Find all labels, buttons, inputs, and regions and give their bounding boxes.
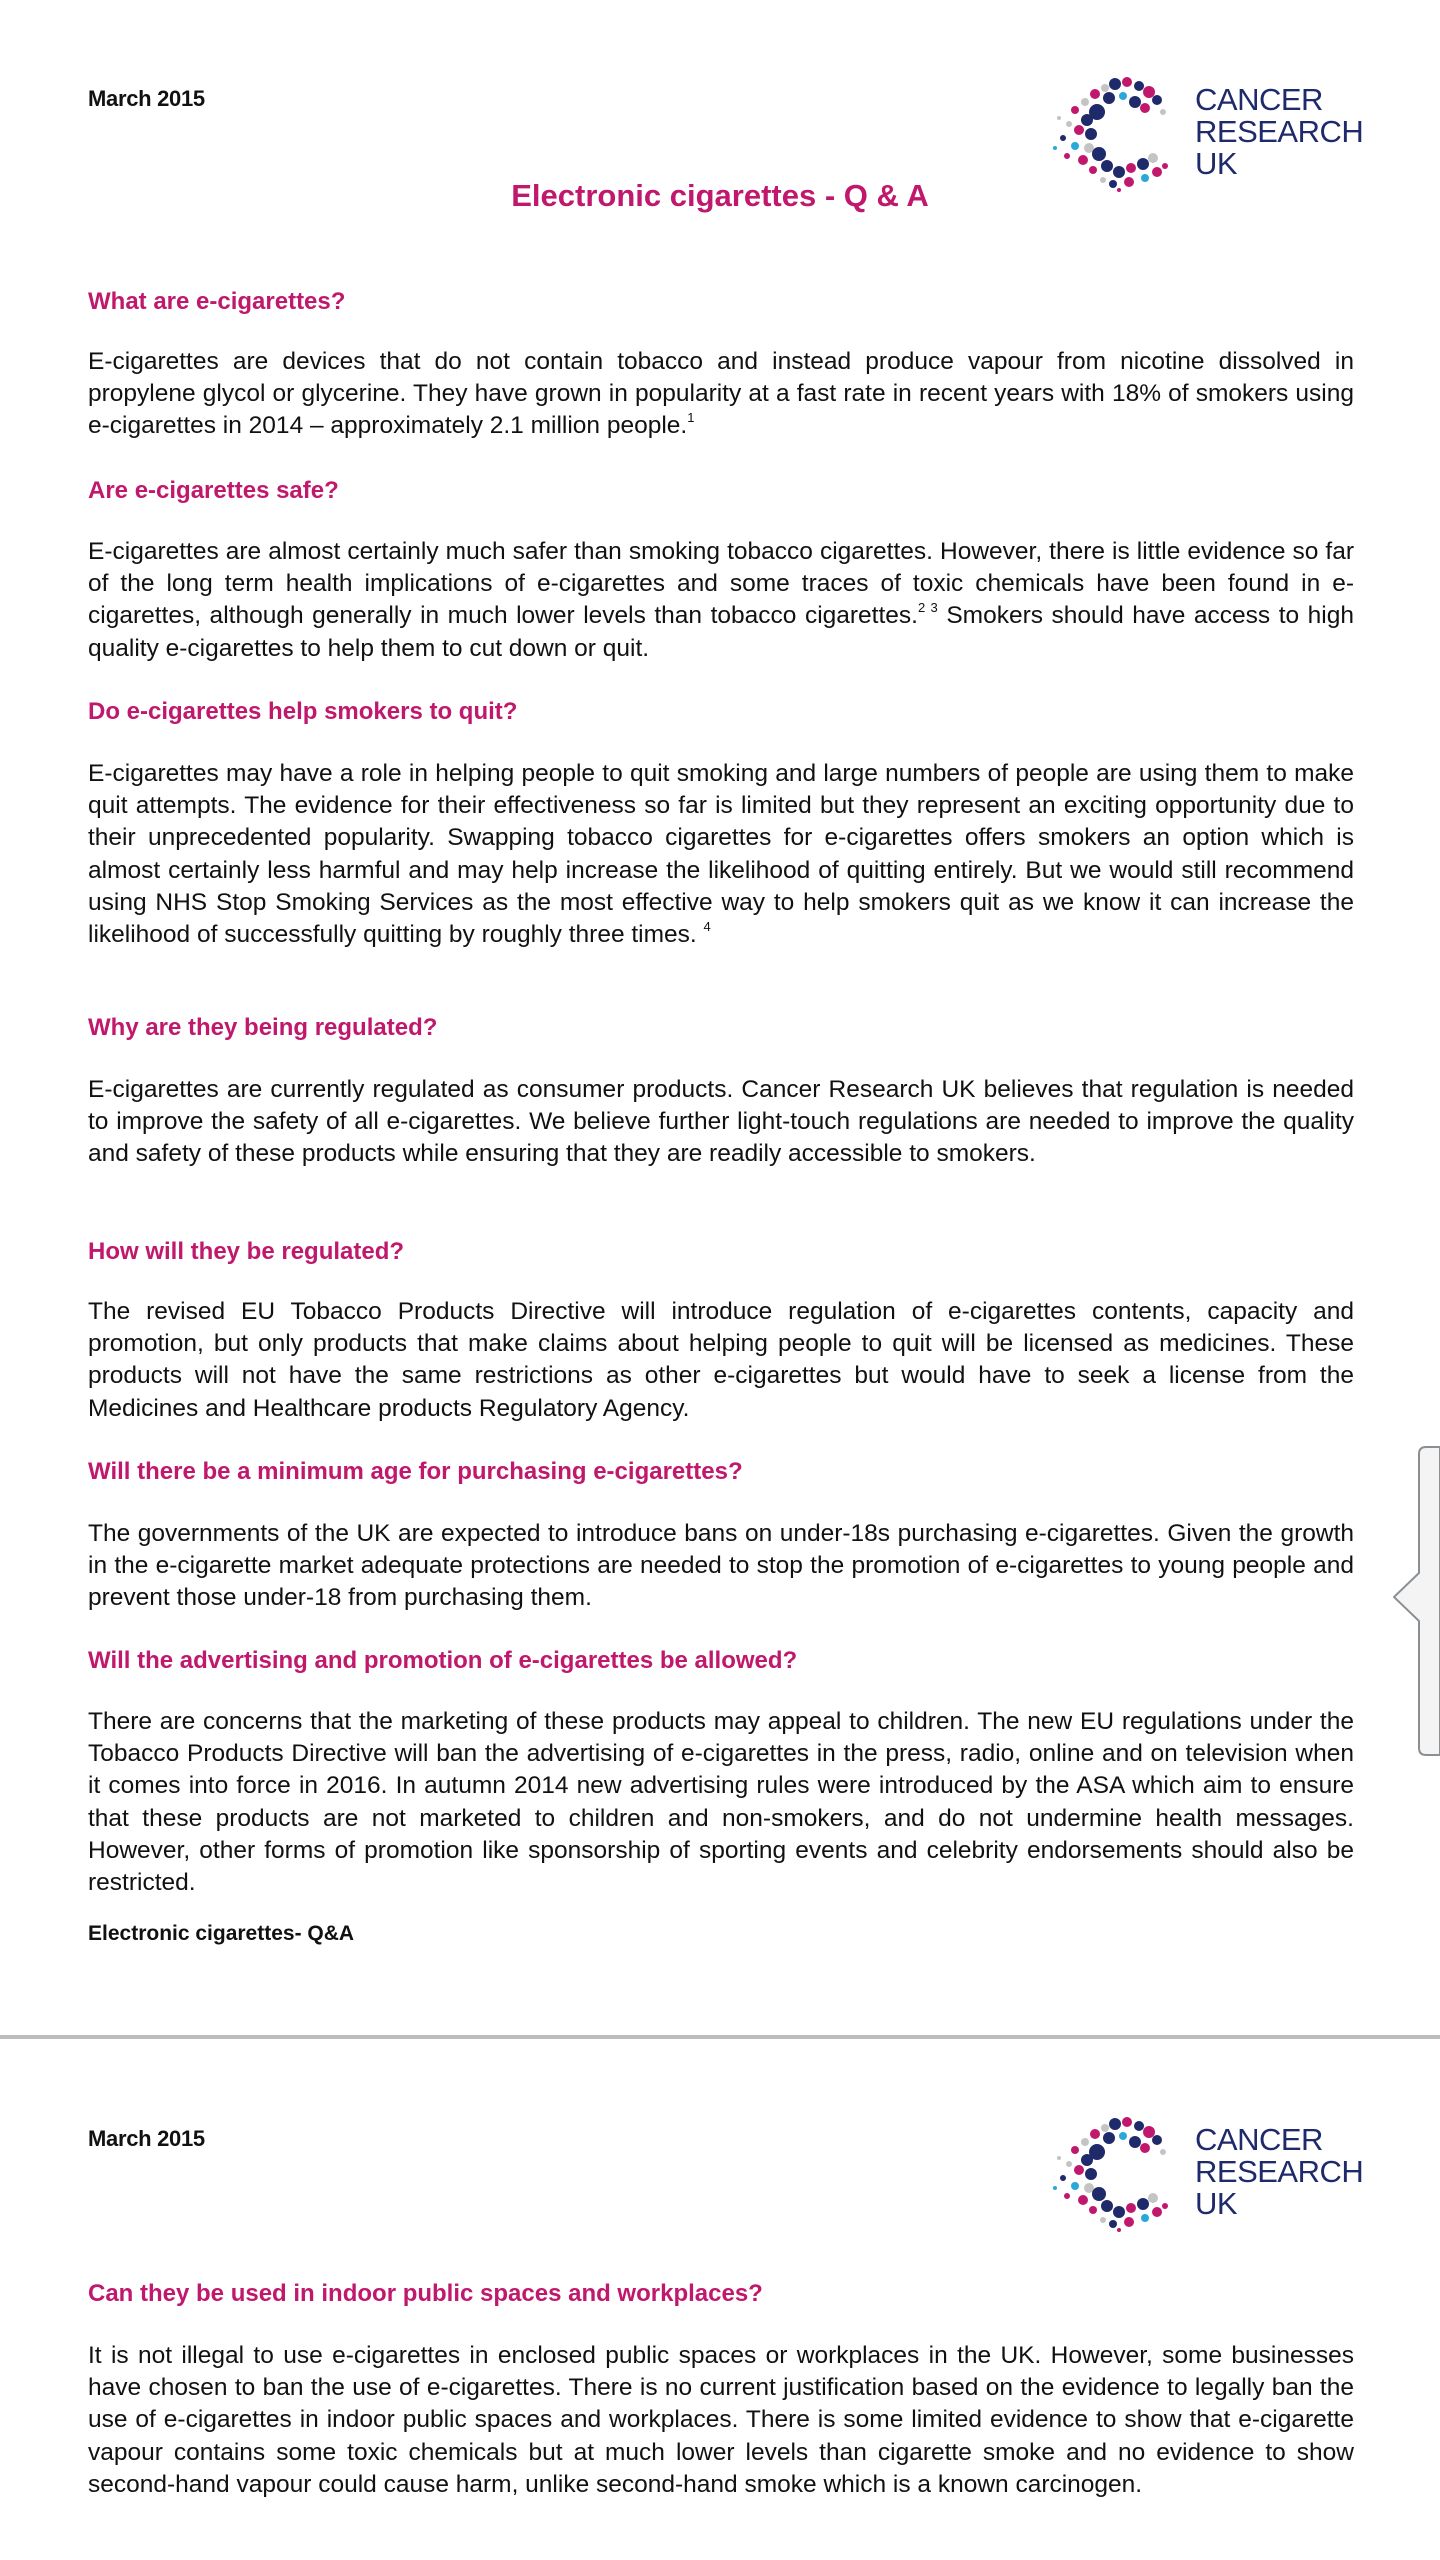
document-date: March 2015 <box>88 86 205 111</box>
section-body: E-cigarettes are almost certainly much safer than smoking tobacco cigarettes. However, there is little evidence so far of the long term health implications of e-cigarettes and some traces of toxic chemicals have been found in e-cigarettes, although generally in much lower levels than tobacco cigarettes.$^{2 3}$ Smokers should have access to high quality e-cigarettes to help them to cut down or quit. <box>88 538 1354 662</box>
footnote-ref: 4 <box>703 919 711 935</box>
section-heading: Are e-cigarettes safe? <box>88 477 339 504</box>
section-heading: How will they be regulated? <box>88 1238 405 1265</box>
page-break-divider <box>0 2035 1440 2039</box>
cancer-research-uk-logo <box>1045 2108 1364 2238</box>
section-heading: Why are they being regulated? <box>88 1014 438 1041</box>
section-heading: Will the advertising and promotion of e-cigarettes be allowed? <box>88 1647 798 1674</box>
logo-wordmark: CANCER RESEARCH UK <box>1195 82 1364 181</box>
section-heading: Can they be used in indoor public spaces and workplaces? <box>88 2280 763 2307</box>
section-body: E-cigarettes are devices that do not contain tobacco and instead produce vapour from nicotine dissolved in propylene glycol or glycerine. They have grown in popularity at a fast rate in recent years with 18% of smokers using e-cigarettes in 2014 – approximately 2.1 million people.$^1$ <box>88 348 1354 440</box>
chevron-left-pull-tab-icon <box>1393 1446 1440 1756</box>
footnote-ref: 1 <box>687 410 695 426</box>
crUK-dots-c-icon <box>1045 2108 1185 2238</box>
section-body: It is not illegal to use e-cigarettes in enclosed public spaces or workplaces in the UK. However, some businesses have chosen to ban the use of e-cigarettes. There is no current justification based on the evidence to legally ban the use of e-cigarettes in indoor public spaces and workplaces. There is some limited evidence to show that e-cigarette vapour contains some toxic chemicals but at much lower levels than cigarette smoke and no evidence to show second-hand vapour could cause harm, unlike second-hand smoke which is a known carcinogen. <box>88 2342 1354 2498</box>
document-date: March 2015 <box>88 2126 205 2151</box>
section-body: The revised EU Tobacco Products Directive will introduce regulation of e-cigarettes contents, capacity and promotion, but only products that make claims about helping people to quit will be licensed as medicines. These products will not have the same restrictions as other e-cigarettes but would have to seek a license from the Medicines and Healthcare products Regulatory Agency. <box>88 1298 1354 1422</box>
section-body: E-cigarettes are currently regulated as consumer products. Cancer Research UK believes that regulation is needed to improve the safety of all e-cigarettes. We believe further light-touch regulations are needed to improve the quality and safety of these products while ensuring that they are readily accessible to smokers. <box>88 1076 1354 1168</box>
side-panel-pull-tab[interactable] <box>1393 1446 1440 1756</box>
footnote-ref: 2 3 <box>917 600 938 616</box>
section-body: The governments of the UK are expected to introduce bans on under-18s purchasing e-cigarettes. Given the growth in the e-cigarette market adequate protections are needed to stop the promotion of e-cigarettes to young people and prevent those under-18 from purchasing them. <box>88 1520 1354 1612</box>
section-body: There are concerns that the marketing of these products may appeal to children. The new EU regulations under the Tobacco Products Directive will ban the advertising of e-cigarettes in the press, radio, online and on television when it comes into force in 2016. In autumn 2014 new advertising rules were introduced by the ASA which aim to ensure that these products are not marketed to children and non-smokers, and do not undermine health messages. However, other forms of promotion like sponsorship of sporting events and celebrity endorsements should also be restricted. <box>88 1708 1354 1897</box>
logo-wordmark: CANCER RESEARCH UK <box>1195 2122 1364 2221</box>
document-page-2 <box>0 2040 1440 2560</box>
section-heading: What are e-cigarettes? <box>88 288 346 315</box>
section-heading: Will there be a minimum age for purchasing e-cigarettes? <box>88 1458 743 1485</box>
section-body: E-cigarettes may have a role in helping people to quit smoking and large numbers of people are using them to make quit attempts. The evidence for their effectiveness so far is limited but they represent an exciting opportunity due to their unprecedented popularity. Swapping tobacco cigarettes for e-cigarettes offers smokers an option which is almost certainly less harmful and may help increase the likelihood of quitting entirely. But we would still recommend using NHS Stop Smoking Services as the most effective way to help smokers quit as we know it can increase the likelihood of successfully quitting by roughly three times. $^4$ <box>88 760 1354 949</box>
section-heading: Do e-cigarettes help smokers to quit? <box>88 698 518 725</box>
document-title: Electronic cigarettes - Q & A <box>511 178 929 213</box>
page-footer: Electronic cigarettes- Q&A <box>88 1922 355 1945</box>
